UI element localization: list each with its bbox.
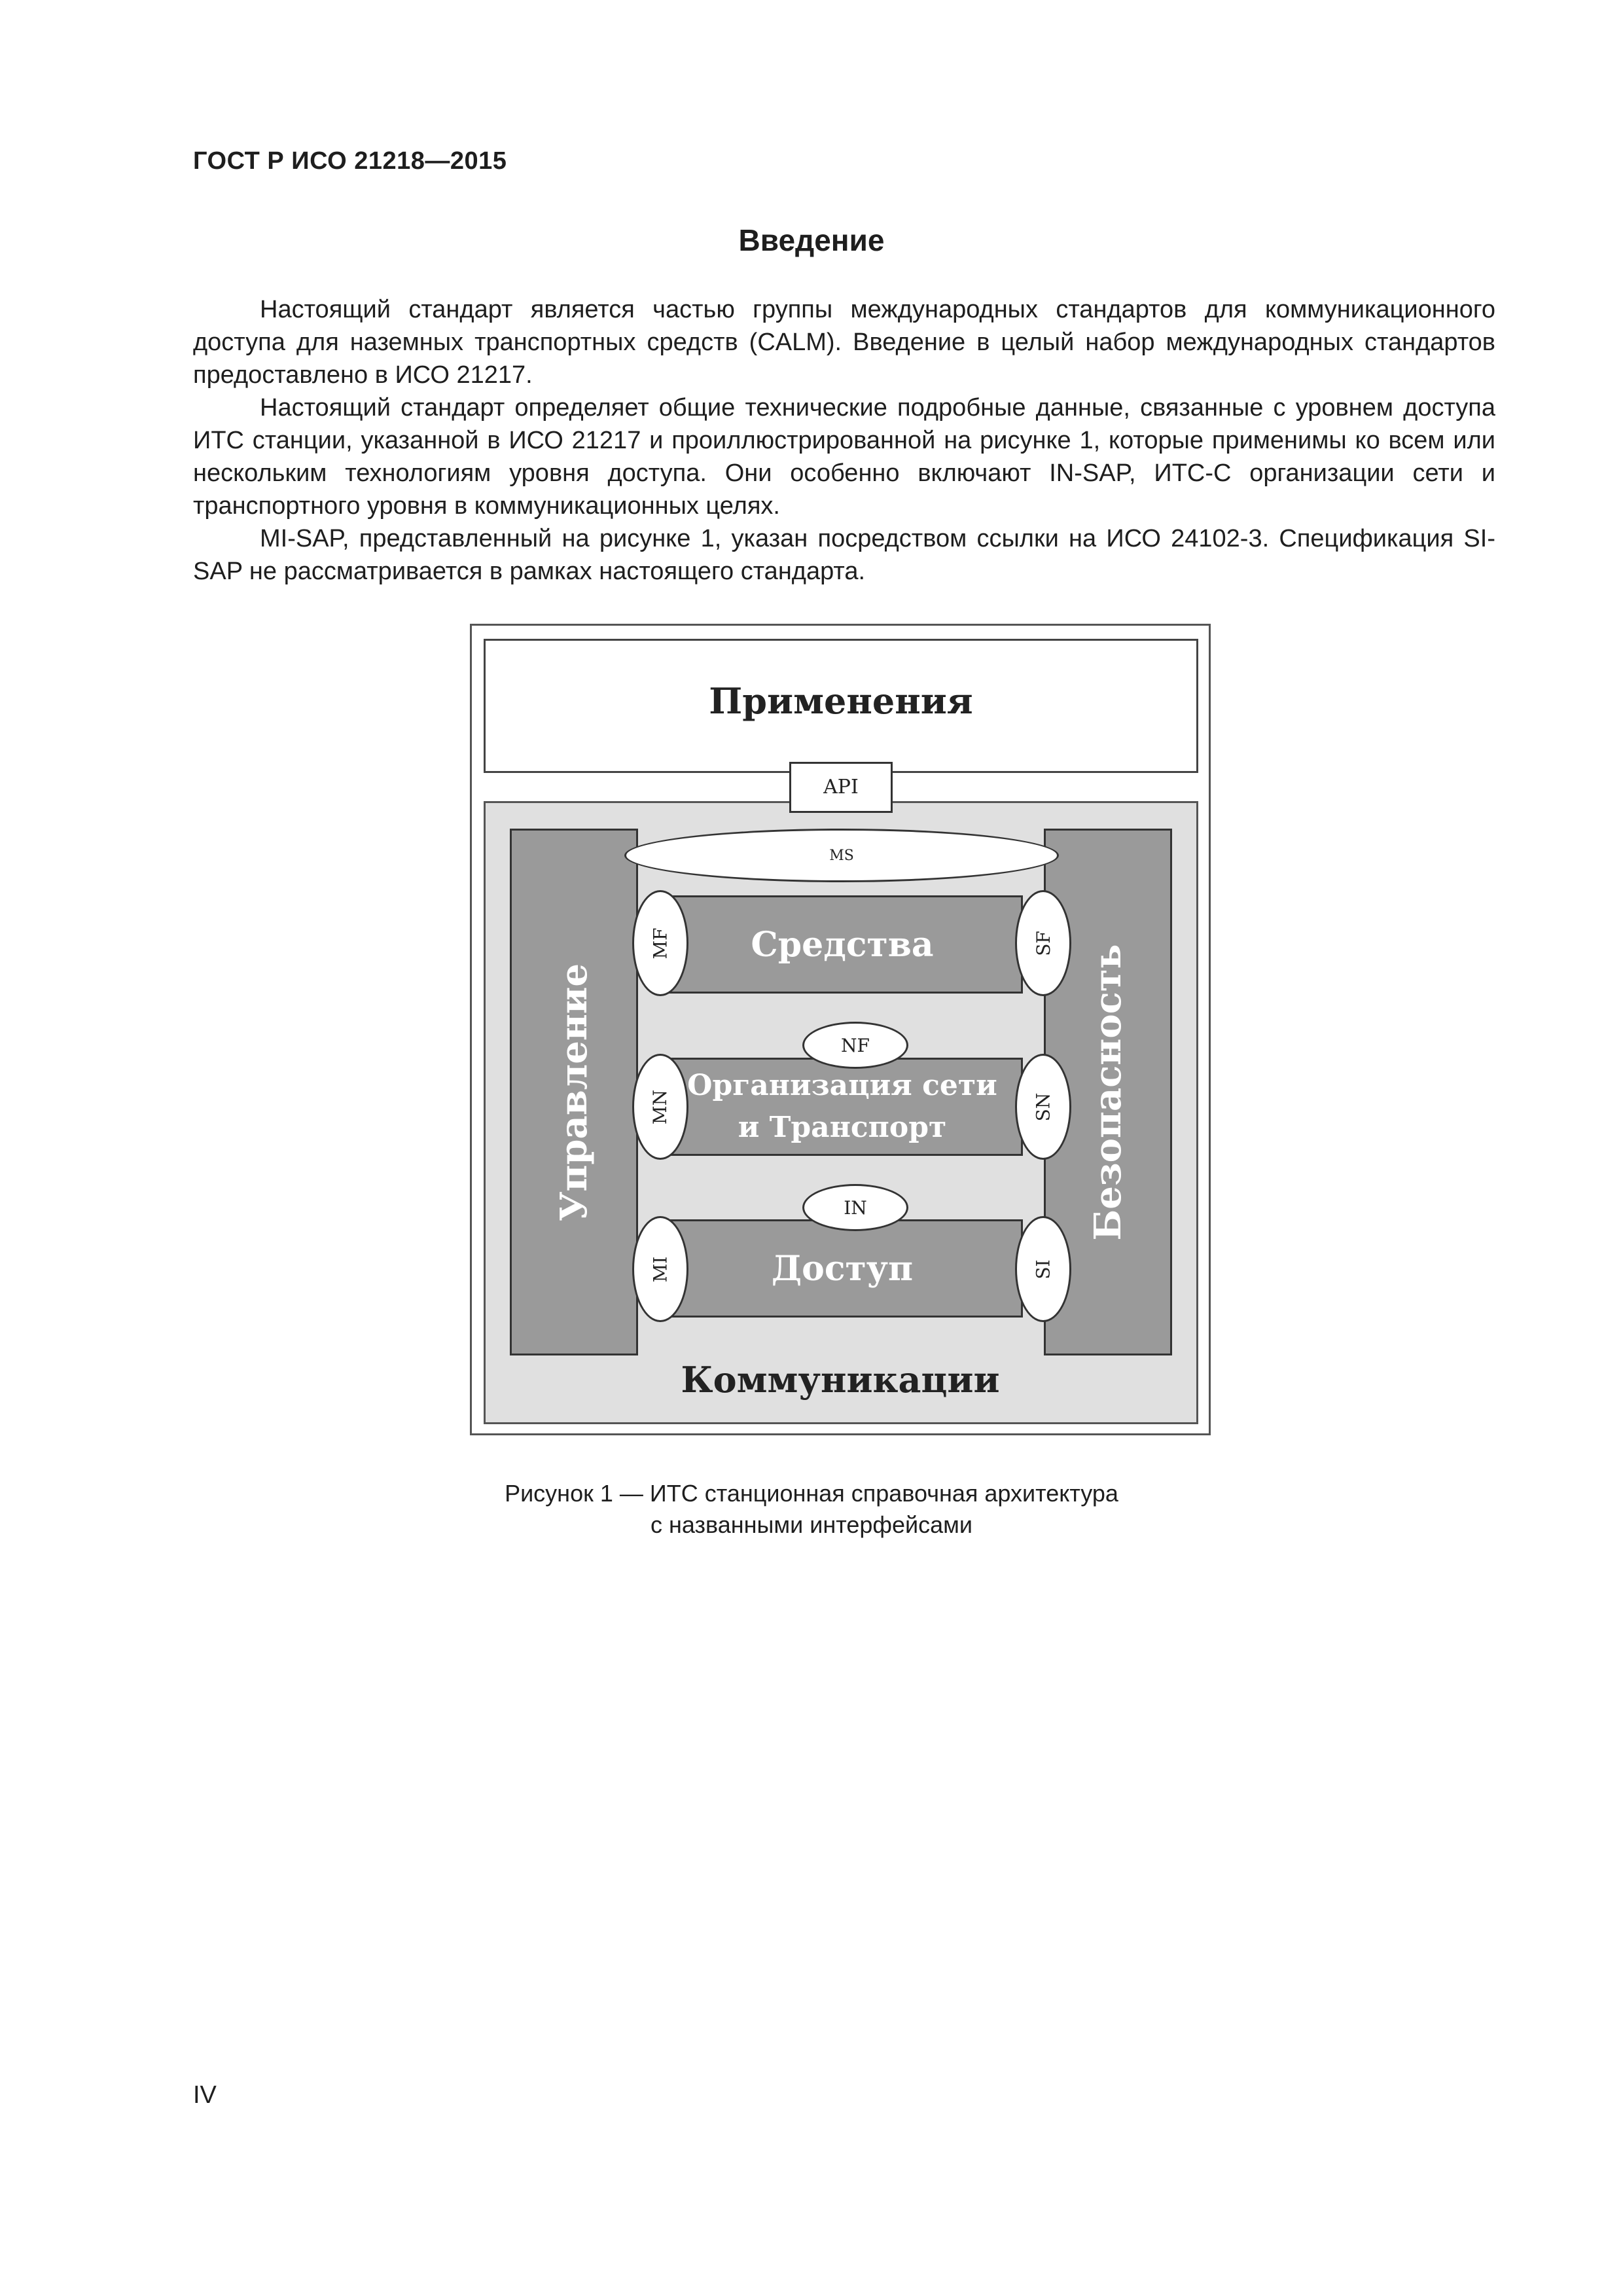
networking-label-line2: и Транспорт <box>738 1111 947 1144</box>
introduction-text <box>193 293 1495 588</box>
facilities-layer <box>662 895 1023 994</box>
paragraph-1: Настоящий стандарт является частью группы международных стандартов для коммуникационного доступа для наземных транспортных средств (CALM). Введение в целый набор международных стандартов предоставлено в ИСО 21217. <box>193 296 1495 389</box>
nf-interface: NF <box>802 1022 908 1069</box>
sf-label: SF <box>1032 930 1054 956</box>
sn-interface <box>1015 1054 1071 1160</box>
si-interface <box>1015 1216 1071 1322</box>
facilities-label: Средства <box>751 924 934 965</box>
communications-label: Коммуникации <box>681 1359 1000 1401</box>
section-title: Введение <box>738 223 885 257</box>
caption-line1: Рисунок 1 — ИТС станционная справочная архитектура <box>505 1480 1118 1507</box>
in-interface: IN <box>802 1184 908 1231</box>
figure-caption <box>0 1478 1623 1541</box>
paragraph-2: Настоящий стандарт определяет общие технические подробные данные, связанные с уровнем доступа ИТС станции, указанной в ИСО 21217 и проиллюстрированной на рисунке 1, которые применимы ко всем или нескольким технологиям уровня доступа. Они особенно включают IN-SAP, ИТС-С организации сети и транспортного уровня в коммуникационных целях. <box>193 394 1495 520</box>
sn-label: SN <box>1032 1092 1054 1121</box>
mi-label: MI <box>649 1256 671 1282</box>
management-column <box>510 829 638 1355</box>
sf-interface <box>1015 890 1071 996</box>
access-layer <box>662 1219 1023 1318</box>
ms-interface: MS <box>624 829 1059 882</box>
access-label: Доступ <box>771 1248 914 1289</box>
mi-interface <box>632 1216 688 1322</box>
si-label: SI <box>1032 1259 1054 1280</box>
page-number: IV <box>193 2081 217 2109</box>
networking-layer <box>662 1058 1023 1156</box>
security-label: Безопасность <box>1086 943 1130 1241</box>
applications-label: Применения <box>709 680 973 722</box>
networking-label-line1: Организация сети <box>687 1069 997 1102</box>
architecture-figure <box>470 624 1211 1435</box>
applications-block <box>484 639 1198 773</box>
mn-interface <box>632 1054 688 1160</box>
api-box: API <box>789 762 893 813</box>
document-code: ГОСТ Р ИСО 21218—2015 <box>193 147 507 175</box>
mf-interface <box>632 890 688 996</box>
paragraph-3: MI-SAP, представленный на рисунке 1, указан посредством ссылки на ИСО 24102-3. Спецификация SI-SAP не рассматривается в рамках настоящего стандарта. <box>193 525 1495 585</box>
caption-line2: с названными интерфейсами <box>651 1511 972 1538</box>
mf-label: MF <box>649 927 671 960</box>
mn-label: MN <box>649 1089 671 1124</box>
management-label: Управление <box>552 963 596 1221</box>
